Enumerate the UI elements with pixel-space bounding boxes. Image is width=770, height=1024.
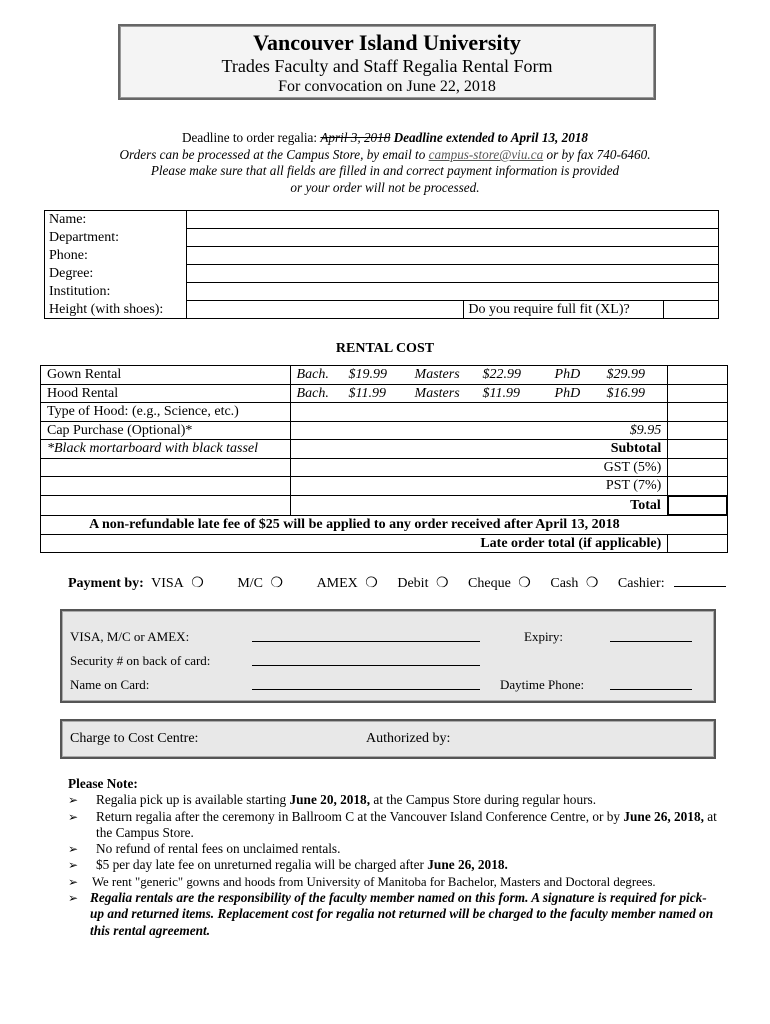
note-item: ➢ Regalia rentals are the responsibility of the faculty member named on this form. A signature is required for pick-up and returned items. Replacement cost for regalia not returned will be charged to the faculty member named on this rental agreement. [68,890,714,938]
extended-deadline: Deadline extended to April 13, 2018 [393,130,589,145]
radio-icon: ❍ [191,576,204,591]
cost-centre-label: Charge to Cost Centre: [70,731,199,746]
department-label: Department: [45,229,187,247]
old-deadline: April 3, 2018 [320,130,391,145]
hood-phd: PhD [554,385,581,401]
hood-rental-label: Hood Rental [41,384,291,403]
arrow-bullet-icon: ➢ [68,891,79,906]
expiry-field[interactable] [610,641,692,642]
name-on-card-field[interactable] [252,689,480,690]
gst-field[interactable] [668,458,727,477]
name-field[interactable] [186,211,718,229]
degree-label: Degree: [45,265,187,283]
cheque-option[interactable] [468,576,535,591]
blank-cell [668,515,727,534]
cap-price: $9.95 [290,421,668,440]
daytime-phone-label: Daytime Phone: [500,677,585,692]
note-text: No refund of rental fees on unclaimed rentals. [96,841,341,857]
visa-label: VISA [151,576,184,591]
personal-info-table [44,210,719,319]
full-fit-label: Do you require full fit (XL)? [464,301,664,319]
note-text: We rent "generic" gowns and hoods from University of Manitoba for Bachelor, Masters and Doctoral degrees. [92,874,656,889]
blank-cell [41,496,291,516]
gown-phd-price: $29.99 [606,367,646,382]
arrow-bullet-icon: ➢ [68,809,79,824]
email-link[interactable]: campus-store@viu.ca [428,147,544,162]
note-item [68,841,718,857]
full-fit-field[interactable] [664,301,719,319]
mc-option[interactable] [237,576,287,591]
arrow-bullet-icon: ➢ [68,874,79,889]
arrow-bullet-icon: ➢ [68,858,79,873]
cap-note: *Black mortarboard with black tassel [41,440,291,459]
card-number-field[interactable] [252,641,480,642]
height-label: Height (with shoes): [45,301,187,319]
gown-prices [290,366,668,385]
authorized-label: Authorized by: [366,731,451,746]
degree-field[interactable] [186,265,718,283]
mc-label: M/C [237,576,263,591]
gown-masters: Masters [414,367,460,382]
radio-icon: ❍ [585,576,599,591]
security-field[interactable] [252,665,480,666]
note-bold: June 26, 2018. [427,857,508,873]
rental-cost-heading: RENTAL COST [335,341,435,356]
note-text: $5 per day late fee on unreturned regalia will be charged after [96,857,428,873]
radio-icon: ❍ [435,576,449,591]
orders-prefix: Orders can be processed at the Campus Store, by email to [119,147,426,162]
hood-type-field[interactable] [290,403,668,422]
phone-label: Phone: [45,247,187,265]
note-text: Regalia rentals are the responsibility of the faculty member named on this form. A signature is required for pick-up and returned items. Replacement cost for regalia not returned will be charged to the faculty member named on this rental agreement [90,890,714,938]
gown-bach-price: $19.99 [348,367,388,382]
note-bold: June 26, 2018, [623,808,704,824]
total-label: Total [290,496,668,516]
subtotal-label: Subtotal [290,440,668,459]
instruction-line: Please make sure that all fields are filled in and correct payment information is provided [150,163,620,178]
institution-label: Institution: [45,283,187,301]
hood-bach: Bach. [296,385,329,401]
visa-option[interactable] [151,576,208,591]
cap-purchase-label: Cap Purchase (Optional)* [41,421,291,440]
note-text: Regalia pick up is available starting [96,792,290,808]
cashier-label: Cashier: [617,576,665,591]
university-name: Vancouver Island University [253,30,521,55]
note-text: at the Campus Store. [96,808,717,840]
hood-bach-price: $11.99 [348,385,387,401]
cap-amount-field[interactable] [668,421,727,440]
note-item [68,809,718,842]
debit-label: Debit [397,576,429,591]
orders-line [0,147,770,163]
deadline-line [0,130,770,146]
gown-masters-price: $22.99 [482,367,522,382]
deadline-label: Deadline to order regalia: [181,130,318,145]
orders-suffix: or by fax 740-6460. [546,147,651,162]
hood-type-label: Type of Hood: (e.g., Science, etc.) [41,403,291,422]
instruction-line-2: or your order will not be processed. [290,180,480,195]
amex-option[interactable] [317,576,382,591]
amex-label: AMEX [316,576,358,591]
hood-phd-price: $16.99 [606,385,646,401]
notes-heading: Please Note: [68,776,138,791]
hood-type-amount[interactable] [668,403,727,422]
radio-icon: ❍ [365,576,378,591]
cashier-field[interactable] [674,574,726,587]
gst-label: GST (5%) [290,458,668,477]
convocation-date: For convocation on June 22, 2018 [278,78,496,95]
cash-label: Cash [550,576,579,591]
note-text: at the Campus Store during regular hours. [370,792,597,808]
gown-rental-label: Gown Rental [41,366,291,385]
note-item [68,857,718,873]
subtotal-field[interactable] [668,440,727,459]
cash-option[interactable] [550,576,602,591]
form-title: Trades Faculty and Staff Regalia Rental Form [221,56,553,76]
hood-amount-field[interactable] [668,384,727,403]
note-item [68,792,718,808]
expiry-label: Expiry: [524,629,563,644]
pst-label: PST (7%) [290,477,668,496]
late-total-label: Late order total (if applicable) [41,534,668,553]
total-field[interactable] [668,496,727,516]
department-field[interactable] [186,229,718,247]
blank-cell [41,458,291,477]
note-bold: June 20, 2018, [289,792,371,808]
arrow-bullet-icon: ➢ [68,793,79,808]
late-fee-notice: A non-refundable late fee of $25 will be applied to any order received after April 13, 2018 [41,515,668,534]
hood-masters-price: $11.99 [482,385,521,401]
phone-field[interactable] [186,247,718,265]
radio-icon: ❍ [518,576,531,591]
pst-field[interactable] [668,477,727,496]
security-label: Security # on back of card: [70,653,211,668]
gown-amount-field[interactable] [668,366,727,385]
cost-centre-box [60,719,716,759]
card-number-label: VISA, M/C or AMEX: [70,629,190,644]
institution-field[interactable] [186,283,718,301]
radio-icon: ❍ [270,576,284,591]
late-total-field[interactable] [668,534,727,553]
hood-masters: Masters [414,385,460,401]
gown-bach: Bach. [296,367,329,382]
name-on-card-label: Name on Card: [70,677,150,692]
gown-phd: PhD [554,367,581,382]
card-info-box [60,609,716,703]
notes-section [68,776,718,939]
arrow-bullet-icon: ➢ [68,842,79,857]
note-text: Return regalia after the ceremony in Ballroom C at the Vancouver Island Conference Centre, or by [96,808,624,824]
hood-prices [290,384,668,403]
debit-option[interactable] [397,576,452,591]
title-box [118,24,656,100]
name-label: Name: [45,211,187,229]
cheque-label: Cheque [468,576,511,591]
note-item [68,874,718,890]
rental-cost-table [40,365,728,553]
payment-options [68,574,730,592]
blank-cell [41,477,291,496]
height-field[interactable] [186,301,463,319]
payment-label: Payment by: [68,576,144,591]
daytime-phone-field[interactable] [610,689,692,690]
